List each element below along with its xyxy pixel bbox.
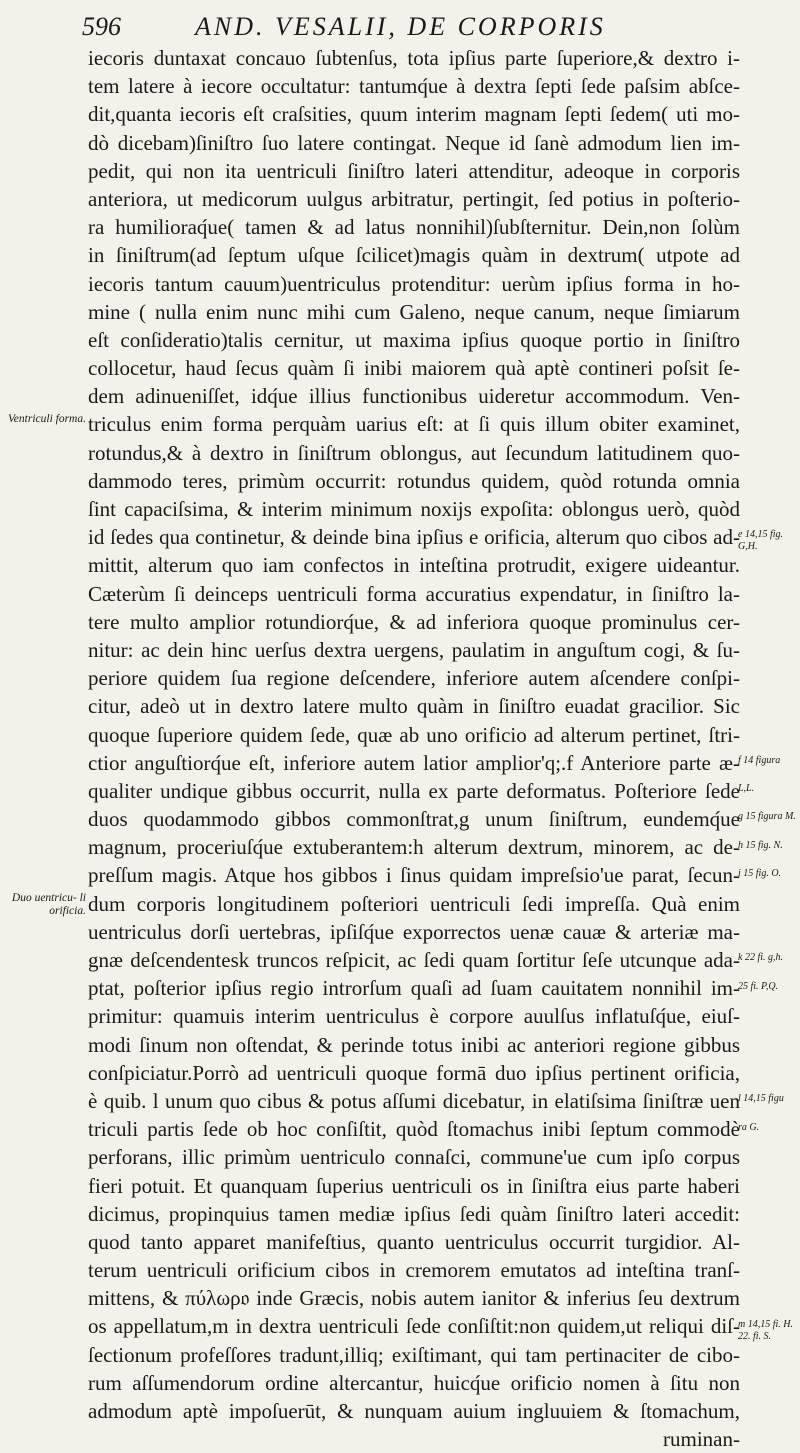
margin-note-left: Duo uentricu- li orificia. bbox=[11, 892, 86, 917]
text-line: eſt conſideratio)talis cernitur, ut maxima ipſius quoque portio in ſiniſtro bbox=[88, 327, 740, 352]
text-line: iecoris duntaxat concauo ſubtenſus, tota ipſius parte ſuperiore,& dextro i- bbox=[88, 46, 740, 70]
text-line: quoque ſuperiore quidem ſede, quæ ab uno orificio ad alterum pertinet, ſtri- bbox=[88, 722, 740, 747]
text-line: mine ( nulla enim nunc mihi cum Galeno, neque canum, neque ſimiarum bbox=[88, 299, 740, 324]
body-text bbox=[88, 44, 740, 1453]
text-line: id ſedes qua continetur, & deinde bina ipſius e orificia, alterum quo cibos ad- bbox=[88, 525, 740, 550]
text-line: dò dicebam)ſiniſtro ſuo latere contingat. Neque id ſanè admodum lien im- bbox=[88, 130, 740, 155]
margin-note-right: 25 fi. P,Q. bbox=[738, 980, 779, 992]
text-line: conſpiciatur.Porrò ad uentriculi quoque formā duo ipſius pertinent orificia, bbox=[88, 1060, 740, 1085]
text-line: dicimus, propinquius tamen mediæ ipſius ſedi quàm ſiniſtro lateri accedit: bbox=[88, 1201, 740, 1226]
text-line: collocetur, haud ſecus quàm ſi inibi maiorem quà aptè contineri poſsit ſe- bbox=[88, 356, 740, 381]
text-line: mittit, alterum quo iam confectos in inteſtina protrudit, exigere uideantur. bbox=[88, 553, 740, 578]
text-line: triculus enim forma perquàm uarius eſt: at ſi quis illum obiter examinet, bbox=[88, 412, 740, 437]
text-line: primitur: quamuis interim uentriculus è corpore auulſus inflatuſq́ue, eiuſ- bbox=[88, 1004, 740, 1029]
text-line: ſint capaciſsima, & interim minimum noxijs expoſita: oblongus uerò, quòd bbox=[88, 497, 740, 521]
text-line: ptat, poſterior ipſius regio introrſum quaſi ad ſuam cauitatem nonnihil im- bbox=[88, 976, 740, 1001]
text-line: perforans, illic primùm uentriculo connaſci, commune'ue cum ipſo corpus bbox=[88, 1145, 740, 1170]
text-line: triculi partis ſede ob hoc conſiſtit, quòd ſtomachus inibi ſeptum commodè bbox=[88, 1117, 740, 1142]
text-line: nitur: ac dein hinc uerſus dextra uergens, paulatim in anguſtum cogi, & ſu- bbox=[88, 637, 740, 662]
margin-note-right: f 14 figura bbox=[738, 755, 781, 766]
text-line: tere multo amplior rotundiorq́ue, & ad inferiora quoque prominulus cer- bbox=[88, 609, 740, 634]
text-line: preſſum magis. Atque hos gibbos i ſinus quidam impreſsio'ue parat, ſecun- bbox=[88, 863, 740, 888]
margin-note-right: e 14,15 fig. G,H. bbox=[738, 529, 783, 553]
text-line: os appellatum,m in dextra uentriculi ſede conſiſtit:non quidem,ut reliqui diſ- bbox=[88, 1314, 740, 1339]
margin-note-right: l 14,15 figu bbox=[738, 1093, 784, 1105]
text-line: Cæterùm ſi deinceps uentriculi forma accuratius expendatur, in ſiniſtro la- bbox=[88, 581, 740, 606]
text-line: dem adinueniſſet, idq́ue illius functionibus uideretur accommodum. Ven- bbox=[88, 384, 740, 409]
text-line: è quib. l unum quo cibus & potus aſſumi dicebatur, in elatiſsima ſiniſtræ uen bbox=[88, 1088, 740, 1113]
text-line: ruminan- bbox=[663, 1427, 740, 1452]
text-line: rum aſſumendorum ordine altercantur, huicq́ue orificio nomen à ſitu non bbox=[88, 1370, 740, 1395]
page-header bbox=[0, 12, 800, 48]
running-title: AND. VESALII, DE CORPORIS bbox=[195, 12, 606, 41]
text-line: iecoris tantum cauum)uentriculus protenditur: uerùm ipſius forma in ho- bbox=[88, 271, 740, 296]
text-line: modi ſinum non oſtendat, & perinde totus inibi ac anteriori regione gibbus bbox=[88, 1032, 740, 1057]
margin-note-right: L,L. bbox=[738, 783, 755, 795]
text-line: dum corporis longitudinem poſteriori uentriculi ſedi impreſſa. Quà enim bbox=[88, 891, 740, 916]
margin-note-right: g 15 figura M. bbox=[738, 811, 796, 823]
margin-note-right: i 15 fig. O. bbox=[738, 867, 782, 879]
text-line: citur, adeò ut in dextro latere multo quàm in ſiniſtro euadat gracilior. Sic bbox=[88, 694, 740, 719]
text-line: gnæ deſcendentesk truncos reſpicit, ac ſedi quam ſortitur ſeſe utcunque ada- bbox=[88, 948, 740, 972]
margin-note-right: m 14,15 fi. H. 22. fi. S. bbox=[738, 1319, 793, 1342]
text-line: dammodo teres, primùm occurrit: rotundus quidem, quòd rotunda omnia bbox=[88, 468, 740, 493]
margin-note-right: ra G. bbox=[738, 1121, 760, 1133]
text-line: ra humilioraq́ue( tamen & ad latus nonnihil)ſubſternitur. Dein,non ſolùm bbox=[88, 215, 740, 240]
text-line: mittens, & πύλωρ𝔬 inde Græcis, nobis autem ianitor & inferius ſeu dextrum bbox=[88, 1286, 740, 1311]
text-line: magnum, proceriuſq́ue extuberantem:h alterum dextrum, minorem, ac de- bbox=[88, 835, 740, 860]
margin-note-right: h 15 fig. N. bbox=[738, 839, 783, 851]
text-line: ſectionum profeſſores tradunt,illiq; exiſtimant, qui tam pertinaciter de cibo- bbox=[88, 1342, 740, 1367]
text-line: dit,quanta iecoris eſt craſsities, quum interim magnam ſepti ſedem( uti mo- bbox=[88, 102, 740, 127]
text-line: pedit, qui non ita uentriculi ſiniſtro lateri attenditur, adeoque in corporis bbox=[88, 158, 740, 183]
margin-note-right: k 22 fi. g,h. bbox=[738, 952, 783, 964]
text-line: rotundus,& à dextro in ſiniſtrum oblongus, aut ſecundum latitudinem quo- bbox=[88, 440, 740, 465]
text-line: quod tanto apparet manifeſtius, quanto uentriculus occurrit turgidior. Al- bbox=[88, 1229, 740, 1254]
page-number: 596 bbox=[82, 12, 121, 41]
margin-note-left: Ventriculi forma. bbox=[8, 412, 86, 425]
text-line: uentriculus dorſi uertebras, ipſiſq́ue exporrectos uenæ cauæ & arteriæ ma- bbox=[88, 919, 740, 944]
text-line: fieri potuit. Et quanquam ſuperius uentriculi os in ſiniſtra eius parte haberi bbox=[88, 1173, 740, 1198]
text-line: qualiter undique gibbus occurrit, nulla ex parte deformatus. Poſteriore ſede bbox=[88, 778, 740, 803]
text-line: anteriora, ut medicorum uulgus arbitratur, pertingit, ſed potius in poſterio- bbox=[88, 186, 740, 211]
text-line: in ſiniſtrum(ad ſeptum uſque ſcilicet)magis quàm in dextrum( utpote ad bbox=[88, 243, 740, 268]
text-line: ctior anguſtiorq́ue eſt, inferiore autem latior amplior'q;.f Anteriore parte æ- bbox=[88, 750, 740, 775]
text-line: tem latere à iecore occultatur: tantumq́ue à dextra ſepti ſede paſsim abſce- bbox=[88, 74, 740, 99]
text-line: admodum aptè impoſuerūt, & nunquam auium ingluuiem & ſtomachum, bbox=[88, 1399, 740, 1423]
text-line: terum uentriculi orificium cibos in cremorem emutatos ad inteſtina tranſ- bbox=[88, 1258, 740, 1283]
text-line: duos quodammodo gibbos commonſtrat,g unum ſiniſtrum, eundemq́ue bbox=[88, 807, 740, 832]
text-line: periore quidem ſua regione deſcendere, inferiore autem aſcendere conſpi- bbox=[88, 666, 740, 691]
